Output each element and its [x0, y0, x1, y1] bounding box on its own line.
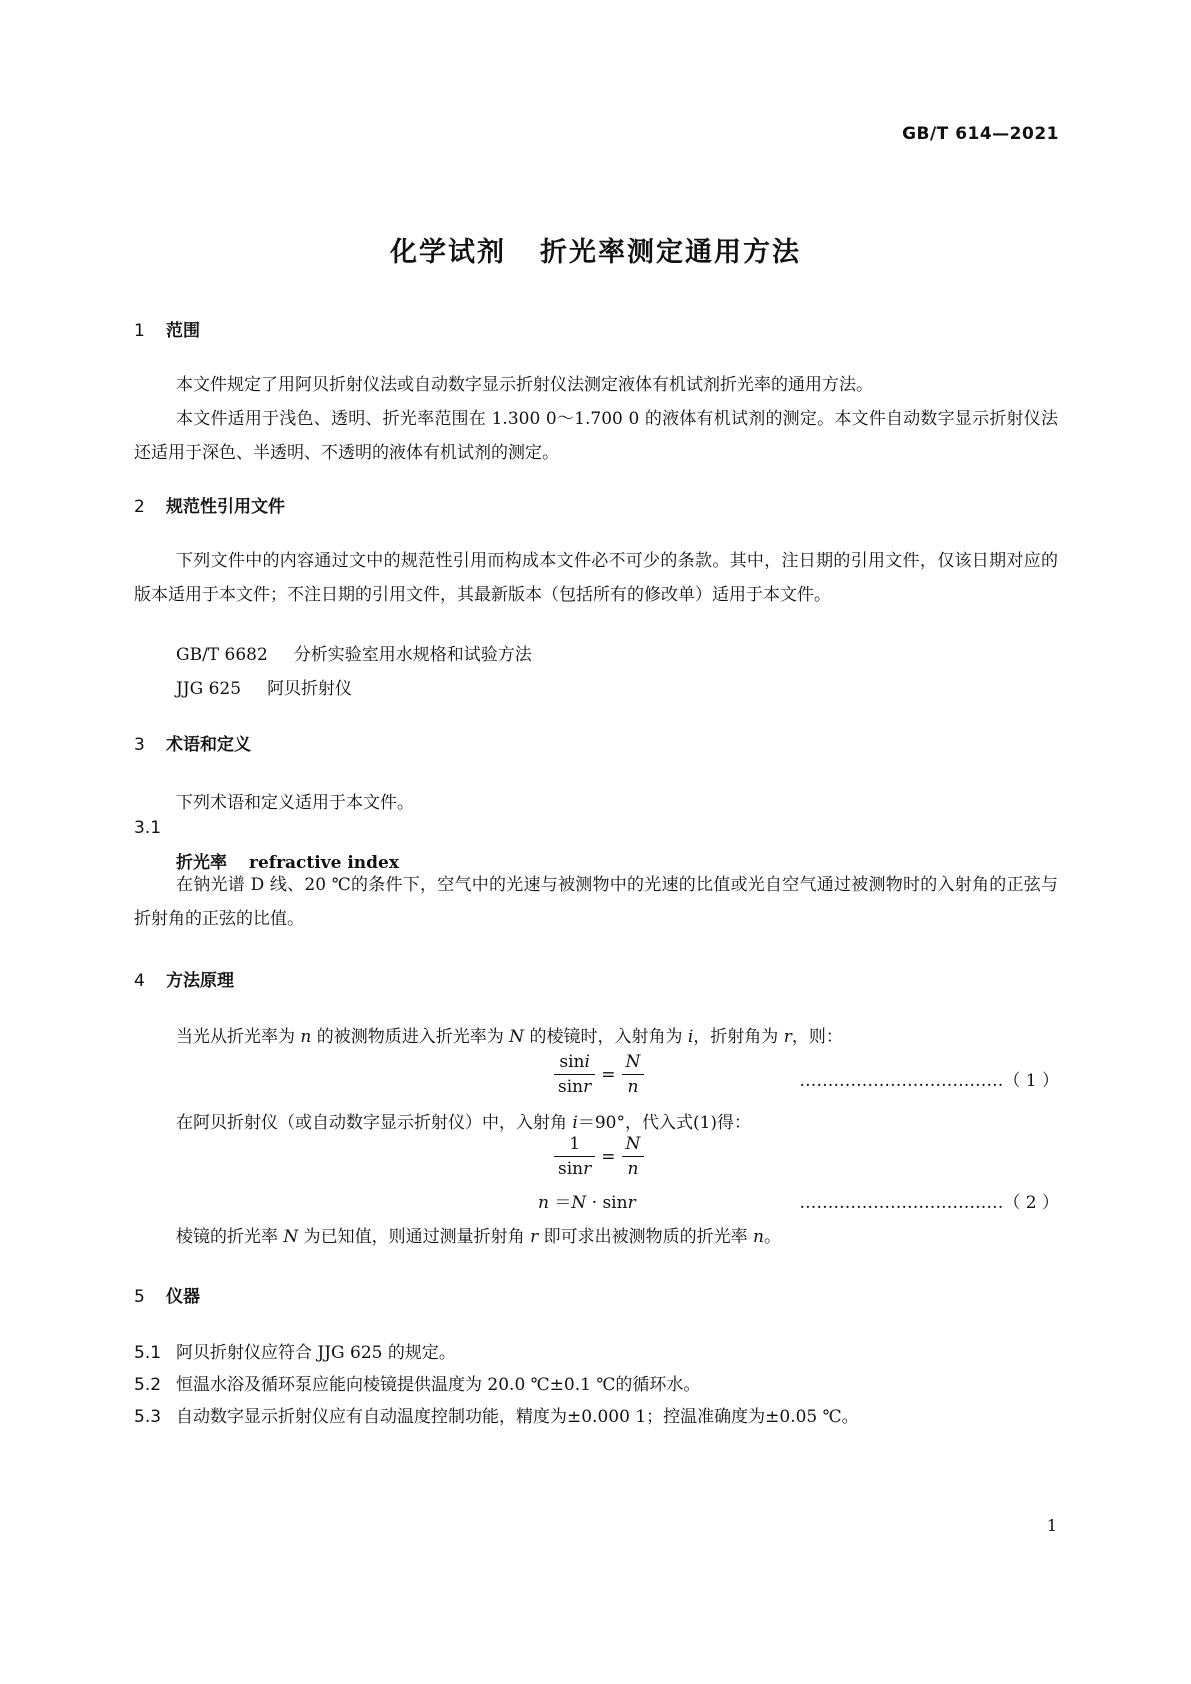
symbol-n: n: [300, 1027, 312, 1047]
section-number: 5: [134, 1287, 145, 1307]
sin-text: sin: [602, 1193, 628, 1213]
symbol-r: r: [530, 1227, 539, 1247]
multiply-dot: ·: [591, 1193, 598, 1213]
section-title: 范围: [166, 321, 200, 341]
term-definition: 在钠光谱 D 线、20 ℃的条件下，空气中的光速与被测物中的光速的比值或光自空气通过被测物时的入射角的正弦与折射角的正弦的比值。: [134, 875, 1058, 929]
fraction-sin-i-over-sin-r: [554, 1052, 595, 1097]
text-run: 的棱镜时，入射角为: [524, 1027, 688, 1047]
document-title: [0, 230, 1191, 269]
standard-code: GB/T 614—2021: [902, 124, 1059, 144]
section-number: 2: [134, 497, 145, 517]
symbol-i: i: [584, 1052, 590, 1072]
text-run: 当光从折光率为: [176, 1027, 301, 1047]
fraction-N-over-n: [622, 1052, 645, 1097]
sin-text: sin: [558, 1077, 584, 1097]
text-run: 在阿贝折射仪（或自动数字显示折射仪）中，入射角: [176, 1113, 573, 1133]
reference-title: 分析实验室用水规格和试验方法: [293, 645, 532, 665]
term-number: 3.1: [134, 818, 162, 838]
clause-item: [134, 1370, 700, 1395]
clause-item: [134, 1338, 456, 1363]
symbol-N: N: [571, 1193, 587, 1213]
references-paragraph: 下列文件中的内容通过文中的规范性引用而构成本文件必不可少的条款。其中，注日期的引用文件，仅该日期对应的版本适用于本文件；不注日期的引用文件，其最新版本（包括所有的修改单）适用于本文件。: [134, 551, 1058, 605]
text-run: ，则：: [791, 1027, 843, 1047]
section-title: 方法原理: [166, 971, 234, 991]
section-heading-apparatus: [134, 1282, 200, 1307]
formula-1-label: ………………………………（ 1 ）: [799, 1071, 1059, 1091]
sin-text: sin: [558, 1159, 584, 1179]
fraction-N-over-n: [622, 1134, 645, 1179]
section-number: 3: [134, 735, 145, 755]
symbol-n: n: [627, 1159, 639, 1179]
equals-sign: =: [601, 1146, 616, 1167]
reference-item: [176, 640, 532, 665]
page-number: 1: [1046, 1516, 1057, 1535]
reference-item: [176, 674, 352, 699]
symbol-N: N: [283, 1227, 299, 1247]
section-title: 术语和定义: [166, 735, 251, 755]
formula-2a: [554, 1134, 644, 1179]
scope-paragraph-1: 本文件规定了用阿贝折射仪法或自动数字显示折射仪法测定液体有机试剂折光率的通用方法。: [176, 375, 873, 395]
section-heading-principle: [134, 966, 234, 991]
principle-mid: [176, 1108, 751, 1133]
symbol-r: r: [583, 1077, 592, 1097]
reference-code: JJG 625: [176, 679, 242, 699]
reference-title: 阿贝折射仪: [267, 679, 353, 699]
text-run: 棱镜的折光率: [176, 1227, 284, 1247]
equals-sign: =: [601, 1064, 616, 1085]
symbol-i: i: [687, 1027, 694, 1047]
term-zh: 折光率: [176, 853, 227, 873]
clause-number: 5.1: [134, 1343, 162, 1363]
symbol-N: N: [622, 1134, 645, 1157]
text-run: 的被测物质进入折光率为: [311, 1027, 510, 1047]
symbol-r: r: [627, 1193, 636, 1213]
sin-text: sin: [559, 1052, 585, 1072]
symbol-n: n: [538, 1193, 549, 1213]
symbol-N: N: [509, 1027, 525, 1047]
text-run: 。: [764, 1227, 781, 1247]
reference-code: GB/T 6682: [176, 645, 268, 665]
formula-2-label: ………………………………（ 2 ）: [799, 1193, 1059, 1213]
principle-outro: [176, 1222, 781, 1247]
symbol-i: i: [572, 1113, 578, 1133]
text-run: ，折射角为: [693, 1027, 784, 1047]
clause-number: 5.2: [134, 1375, 162, 1395]
clause-item: [134, 1402, 859, 1427]
terms-intro: 下列术语和定义适用于本文件。: [176, 793, 414, 813]
term-en: refractive index: [249, 853, 399, 873]
text-run: 为已知值，则通过测量折射角: [298, 1227, 531, 1247]
symbol-r: r: [583, 1159, 592, 1179]
section-heading-normative-references: [134, 492, 285, 517]
numerator-one: 1: [554, 1134, 595, 1157]
principle-intro: [176, 1022, 843, 1047]
symbol-n: n: [753, 1227, 764, 1247]
symbol-r: r: [783, 1027, 792, 1047]
fraction-1-over-sin-r: [554, 1134, 595, 1179]
formula-2b: [538, 1188, 636, 1213]
section-heading-scope: [134, 316, 200, 341]
section-heading-terms: [134, 730, 251, 755]
section-number: 1: [134, 321, 145, 341]
symbol-n: n: [627, 1077, 639, 1097]
section-title: 仪器: [166, 1287, 200, 1307]
section-title: 规范性引用文件: [166, 497, 285, 517]
scope-paragraph-2: 本文件适用于浅色、透明、折光率范围在 1.300 0～1.700 0 的液体有机试剂的测定。本文件自动数字显示折射仪法还适用于深色、半透明、不透明的液体有机试剂的测定。: [134, 409, 1058, 463]
clause-text: 恒温水浴及循环泵应能向棱镜提供温度为 20.0 ℃±0.1 ℃的循环水。: [176, 1375, 701, 1395]
title-part-2: 折光率测定通用方法: [540, 237, 801, 268]
equals-sign: ＝: [554, 1193, 572, 1213]
text-run: ＝90°，代入式(1)得：: [577, 1113, 752, 1133]
clause-number: 5.3: [134, 1407, 162, 1427]
formula-1: [554, 1052, 644, 1097]
section-number: 4: [134, 971, 145, 991]
symbol-N: N: [622, 1052, 645, 1075]
clause-text: 阿贝折射仪应符合 JJG 625 的规定。: [176, 1343, 456, 1363]
title-part-1: 化学试剂: [390, 237, 506, 268]
text-run: 即可求出被测物质的折光率: [538, 1227, 754, 1247]
clause-text: 自动数字显示折射仪应有自动温度控制功能，精度为±0.000 1；控温准确度为±0.05 ℃。: [176, 1407, 859, 1427]
